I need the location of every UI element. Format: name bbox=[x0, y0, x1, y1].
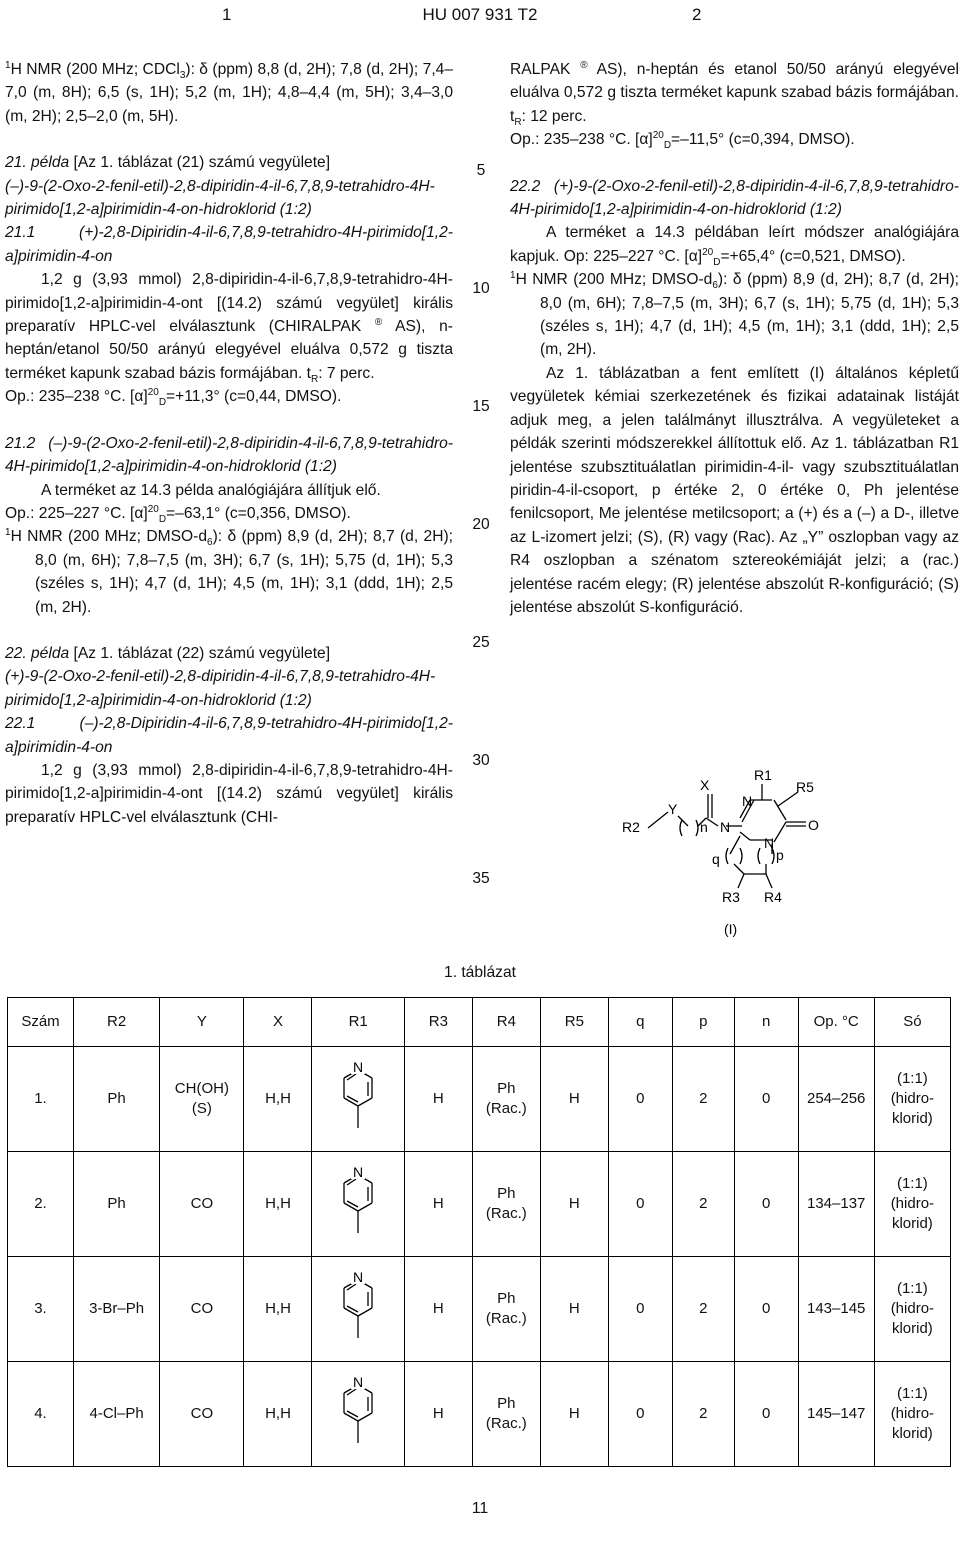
table-row bbox=[8, 1152, 951, 1257]
cell-r3: H bbox=[404, 1362, 472, 1467]
pyridine-n-atom: N bbox=[353, 1164, 364, 1180]
cell-n: 0 bbox=[734, 1152, 798, 1257]
line-number: 20 bbox=[472, 516, 490, 533]
paragraph: Op.: 235–238 °C. $[\alpha]^{20}_D=+11,3^\circ$ (c=0,44, DMSO). bbox=[5, 387, 342, 409]
cell-x: H,H bbox=[244, 1257, 312, 1362]
paragraph: $^1$H NMR (200 MHz; DMSO-$d_6$): δ (ppm) 8,9 (d, 2H); 8,7 (d, 2H); 8,0 (m, 6H); 7,8–7,5 (m, 3H); 6,7 (s, 1H); 5,75 (d, 1H); 5,3 (széles s, 1H); 4,7 (d, 1H); 4,5 (m, 1H); 3,1 (ddd, 1H); 2,5 (m, 2H). bbox=[5, 527, 453, 616]
cell-so: (1:1) (hidro- klorid) bbox=[874, 1047, 950, 1152]
cell-y: CH(OH) (S) bbox=[160, 1047, 244, 1152]
paragraph: 21.1 (+)-2,8-Dipiridin-4-il-6,7,8,9-tetrahidro-4H-pirimido[1,2-a]pirimidin-4-on bbox=[5, 224, 453, 265]
table-title: 1. táblázat bbox=[444, 964, 516, 981]
column-header: Só bbox=[874, 998, 950, 1047]
left-page-number: 1 bbox=[222, 5, 232, 24]
cell-num: 2. bbox=[8, 1152, 74, 1257]
paragraph: Op.: 235–238 °C. $[\alpha]^{20}_D=-11,5^\circ$ (c=0,394, DMSO). bbox=[510, 130, 855, 152]
pyridine-n-atom: N bbox=[353, 1269, 364, 1285]
cell-r3: H bbox=[404, 1047, 472, 1152]
formula-label: (I) bbox=[724, 921, 738, 937]
paragraph: (+)-9-(2-Oxo-2-fenil-etil)-2,8-dipiridin-4-il-6,7,8,9-tetrahidro-4H-pirimido[1,2-a]pirimidin-4-on-hidroklorid (1:2) bbox=[5, 668, 436, 709]
paragraph: A terméket az 14.3 példa analógiájára állítjuk elő. bbox=[41, 481, 381, 499]
r1-label: R1 bbox=[754, 767, 772, 783]
cell-r2: 3-Br–Ph bbox=[73, 1257, 159, 1362]
o-atom: O bbox=[808, 817, 819, 833]
r3-label: R3 bbox=[722, 889, 740, 905]
cell-x: H,H bbox=[244, 1152, 312, 1257]
y-label: Y bbox=[668, 801, 678, 817]
cell-p: 2 bbox=[672, 1362, 734, 1467]
cell-num: 3. bbox=[8, 1257, 74, 1362]
column-header: R1 bbox=[312, 998, 404, 1047]
paragraph-gap bbox=[5, 619, 453, 642]
cell-q: 0 bbox=[608, 1362, 672, 1467]
table-row bbox=[8, 1047, 951, 1152]
paragraph-gap bbox=[5, 128, 453, 151]
cell-x: H,H bbox=[244, 1047, 312, 1152]
pyridine-n-atom: N bbox=[353, 1374, 364, 1390]
cell-r2: 4-Cl–Ph bbox=[73, 1362, 159, 1467]
cell-r4: Ph (Rac.) bbox=[472, 1152, 540, 1257]
paragraph: Az 1. táblázatban a fent említett (I) általános képletű vegyületek kémiai szerkezetének és fizikai adatainak listáját adjuk meg, a jelen találmányt illusztrálva. A vegyületeket a példák szerinti módszerekkel állítottuk elő. Az 1. táblázatban R1 jelentése szubsztituálatlan pirimidin-4-il- vagy szubsztituálatlan piridin-4-il-csoport, p értéke 2, 0 értéke 0, Ph jelentése fenilcsoport, Me jelentése metilcsoport; a (+) és a (–) a D-, illetve az L-izomert jelzi; (S), (R) vagy (Rac). Az „Y” oszlopban vagy az R4 oszlopban a szénatom sztereokémiáját jelzi; a (rac.) jelentése racém elegy; (R) jelentése abszolút R-konfiguráció; (S) jelentése abszolút S-konfiguráció. bbox=[510, 364, 959, 616]
cell-r2: Ph bbox=[73, 1152, 159, 1257]
paragraph: 22.2 (+)-9-(2-Oxo-2-fenil-etil)-2,8-dipiridin-4-il-6,7,8,9-tetrahidro-4H-pirimido[1,2-a]pirimidin-4-on-hidroklorid (1:2) bbox=[510, 177, 959, 219]
paragraph: Op.: 225–227 °C. $[\alpha]^{20}_D=-63,1^\circ$ (c=0,356, DMSO). bbox=[5, 503, 351, 526]
pyridine-n-atom: N bbox=[353, 1059, 364, 1075]
right-page-number: 2 bbox=[692, 5, 702, 24]
cell-r5: H bbox=[540, 1047, 608, 1152]
column-header: Y bbox=[160, 998, 244, 1047]
cell-so: (1:1) (hidro- klorid) bbox=[874, 1257, 950, 1362]
column-header: X bbox=[244, 998, 312, 1047]
cell-n: 0 bbox=[734, 1257, 798, 1362]
cell-r5: H bbox=[540, 1362, 608, 1467]
paragraph: RALPAK ® AS), n-heptán és etanol 50/50 arányú elegyével eluálva 0,572 g tiszta terméket kapunk szabad bázis formájában. $t_R$: 12 perc. bbox=[510, 59, 959, 128]
column-header: R4 bbox=[472, 998, 540, 1047]
column-header: n bbox=[734, 998, 798, 1047]
cell-op: 145–147 bbox=[798, 1362, 874, 1467]
pyridin-4-yl-icon bbox=[338, 1266, 378, 1346]
cell-r1 bbox=[312, 1152, 404, 1257]
cell-r5: H bbox=[540, 1257, 608, 1362]
left-text-column bbox=[5, 58, 453, 829]
n2-atom: N bbox=[742, 793, 753, 809]
paragraph: 1,2 g (3,93 mmol) 2,8-dipiridin-4-il-6,7,8,9-tetrahidro-4H-pirimido[1,2-a]pirimidin-4-ont [(14.2) számú vegyület] királis preparatív HPLC-vel elválasztunk (CHI- bbox=[5, 761, 453, 826]
table-row bbox=[8, 1362, 951, 1467]
cell-r3: H bbox=[404, 1152, 472, 1257]
cell-p: 2 bbox=[672, 1152, 734, 1257]
line-number: 30 bbox=[472, 752, 490, 769]
cell-r2: Ph bbox=[73, 1047, 159, 1152]
cell-x: H,H bbox=[244, 1362, 312, 1467]
paragraph: A terméket a 14.3 példában leírt módszer analógiájára kapjuk. Op: 225–227 °C. $[\alpha]^{20}_D=+65,4^\circ$ (c=0,521, DMSO). bbox=[510, 224, 959, 268]
cell-n: 0 bbox=[734, 1362, 798, 1467]
q-label: q bbox=[712, 851, 720, 867]
paragraph: 22.1 (–)-2,8-Dipiridin-4-il-6,7,8,9-tetrahidro-4H-pirimido[1,2-a]pirimidin-4-on bbox=[5, 715, 453, 756]
cell-op: 254–256 bbox=[798, 1047, 874, 1152]
n-label: n bbox=[700, 819, 708, 835]
paragraph: (–)-9-(2-Oxo-2-fenil-etil)-2,8-dipiridin-4-il-6,7,8,9-tetrahidro-4H-pirimido[1,2-a]pirimidin-4-on-hidroklorid (1:2) bbox=[5, 177, 435, 219]
cell-op: 143–145 bbox=[798, 1257, 874, 1362]
cell-r4: Ph (Rac.) bbox=[472, 1362, 540, 1467]
p-label: p bbox=[776, 847, 784, 863]
cell-q: 0 bbox=[608, 1152, 672, 1257]
cell-q: 0 bbox=[608, 1047, 672, 1152]
r2-label: R2 bbox=[622, 819, 640, 835]
column-header: R2 bbox=[73, 998, 159, 1047]
r5-label: R5 bbox=[796, 779, 814, 795]
x-label: X bbox=[700, 777, 710, 793]
cell-r1 bbox=[312, 1257, 404, 1362]
n3-atom: N bbox=[764, 835, 775, 851]
table-row bbox=[8, 1257, 951, 1362]
column-header: Op. °C bbox=[798, 998, 874, 1047]
table-header-row bbox=[8, 998, 951, 1047]
paragraph: $^1$H NMR (200 MHz; DMSO-$d_6$): δ (ppm) 8,9 (d, 2H); 8,7 (d, 2H); 8,0 (m, 6H); 7,8–7,5 (m, 3H); 6,7 (s, 1H); 5,75 (d, 1H); 5,3 (széles s, 1H); 4,7 (d, 1H); 4,5 (m, 1H); 3,1 (ddd, 1H); 2,5 (m, 2H). bbox=[510, 270, 959, 359]
cell-r1 bbox=[312, 1047, 404, 1152]
pyridin-4-yl-icon bbox=[338, 1371, 378, 1451]
cell-r3: H bbox=[404, 1257, 472, 1362]
column-header: R5 bbox=[540, 998, 608, 1047]
pyridin-4-yl-icon bbox=[338, 1161, 378, 1241]
paragraph: 21. példa [Az 1. táblázat (21) számú vegyülete] bbox=[5, 154, 331, 172]
paragraph: 22. példa [Az 1. táblázat (22) számú vegyülete] bbox=[5, 644, 331, 662]
column-header: R3 bbox=[404, 998, 472, 1047]
cell-y: CO bbox=[160, 1257, 244, 1362]
cell-r1 bbox=[312, 1362, 404, 1467]
cell-r5: H bbox=[540, 1152, 608, 1257]
cell-n: 0 bbox=[734, 1047, 798, 1152]
cell-y: CO bbox=[160, 1152, 244, 1257]
paragraph: $^1$H NMR (200 MHz; CDCl$_3$): δ (ppm) 8,8 (d, 2H); 7,8 (d, 2H); 7,4–7,0 (m, 8H); 6,5 (s, 1H); 5,2 (m, 1H); 4,8–4,4 (m, 5H); 3,4–3,0 (m, 2H); 2,5–2,0 (m, 5H). bbox=[5, 59, 453, 125]
cell-so: (1:1) (hidro- klorid) bbox=[874, 1152, 950, 1257]
cell-p: 2 bbox=[672, 1257, 734, 1362]
line-number: 10 bbox=[472, 280, 490, 297]
cell-y: CO bbox=[160, 1362, 244, 1467]
pyridin-4-yl-icon bbox=[338, 1056, 378, 1136]
right-text-column bbox=[510, 58, 959, 619]
cell-q: 0 bbox=[608, 1257, 672, 1362]
general-formula-I bbox=[600, 760, 850, 945]
cell-so: (1:1) (hidro- klorid) bbox=[874, 1362, 950, 1467]
line-number: 5 bbox=[476, 162, 486, 179]
cell-num: 1. bbox=[8, 1047, 74, 1152]
column-header: p bbox=[672, 998, 734, 1047]
cell-r4: Ph (Rac.) bbox=[472, 1047, 540, 1152]
document-title: HU 007 931 T2 bbox=[422, 5, 538, 24]
paragraph: 21.2 (–)-9-(2-Oxo-2-fenil-etil)-2,8-dipiridin-4-il-6,7,8,9-tetrahidro-4H-pirimido[1,2-a]pirimidin-4-on-hidroklorid (1:2) bbox=[5, 434, 453, 476]
r4-label: R4 bbox=[764, 889, 782, 905]
cell-num: 4. bbox=[8, 1362, 74, 1467]
cell-r4: Ph (Rac.) bbox=[472, 1257, 540, 1362]
paragraph: 1,2 g (3,93 mmol) 2,8-dipiridin-4-il-6,7,8,9-tetrahidro-4H-pirimido[1,2-a]pirimidin-4-ont [(14.2) számú vegyület] királis preparatív HPLC-vel elválasztunk (CHIRALPAK ® AS), n-heptán/etanol 50/50 arányú elegyével eluálva 0,572 g tiszta terméket kapunk szabad bázis formájában. $t_R$: 7 perc. bbox=[5, 271, 453, 385]
line-number: 35 bbox=[472, 870, 490, 887]
column-header: Szám bbox=[8, 998, 74, 1047]
n1-atom: N bbox=[720, 819, 731, 835]
table-body bbox=[8, 1047, 951, 1467]
line-number: 15 bbox=[472, 398, 490, 415]
compound-table bbox=[7, 997, 951, 1467]
column-header: q bbox=[608, 998, 672, 1047]
page-footer-number: 11 bbox=[471, 1500, 489, 1517]
paragraph-gap bbox=[5, 409, 453, 432]
paragraph-gap bbox=[510, 152, 959, 175]
line-number: 25 bbox=[472, 634, 490, 651]
cell-op: 134–137 bbox=[798, 1152, 874, 1257]
cell-p: 2 bbox=[672, 1047, 734, 1152]
